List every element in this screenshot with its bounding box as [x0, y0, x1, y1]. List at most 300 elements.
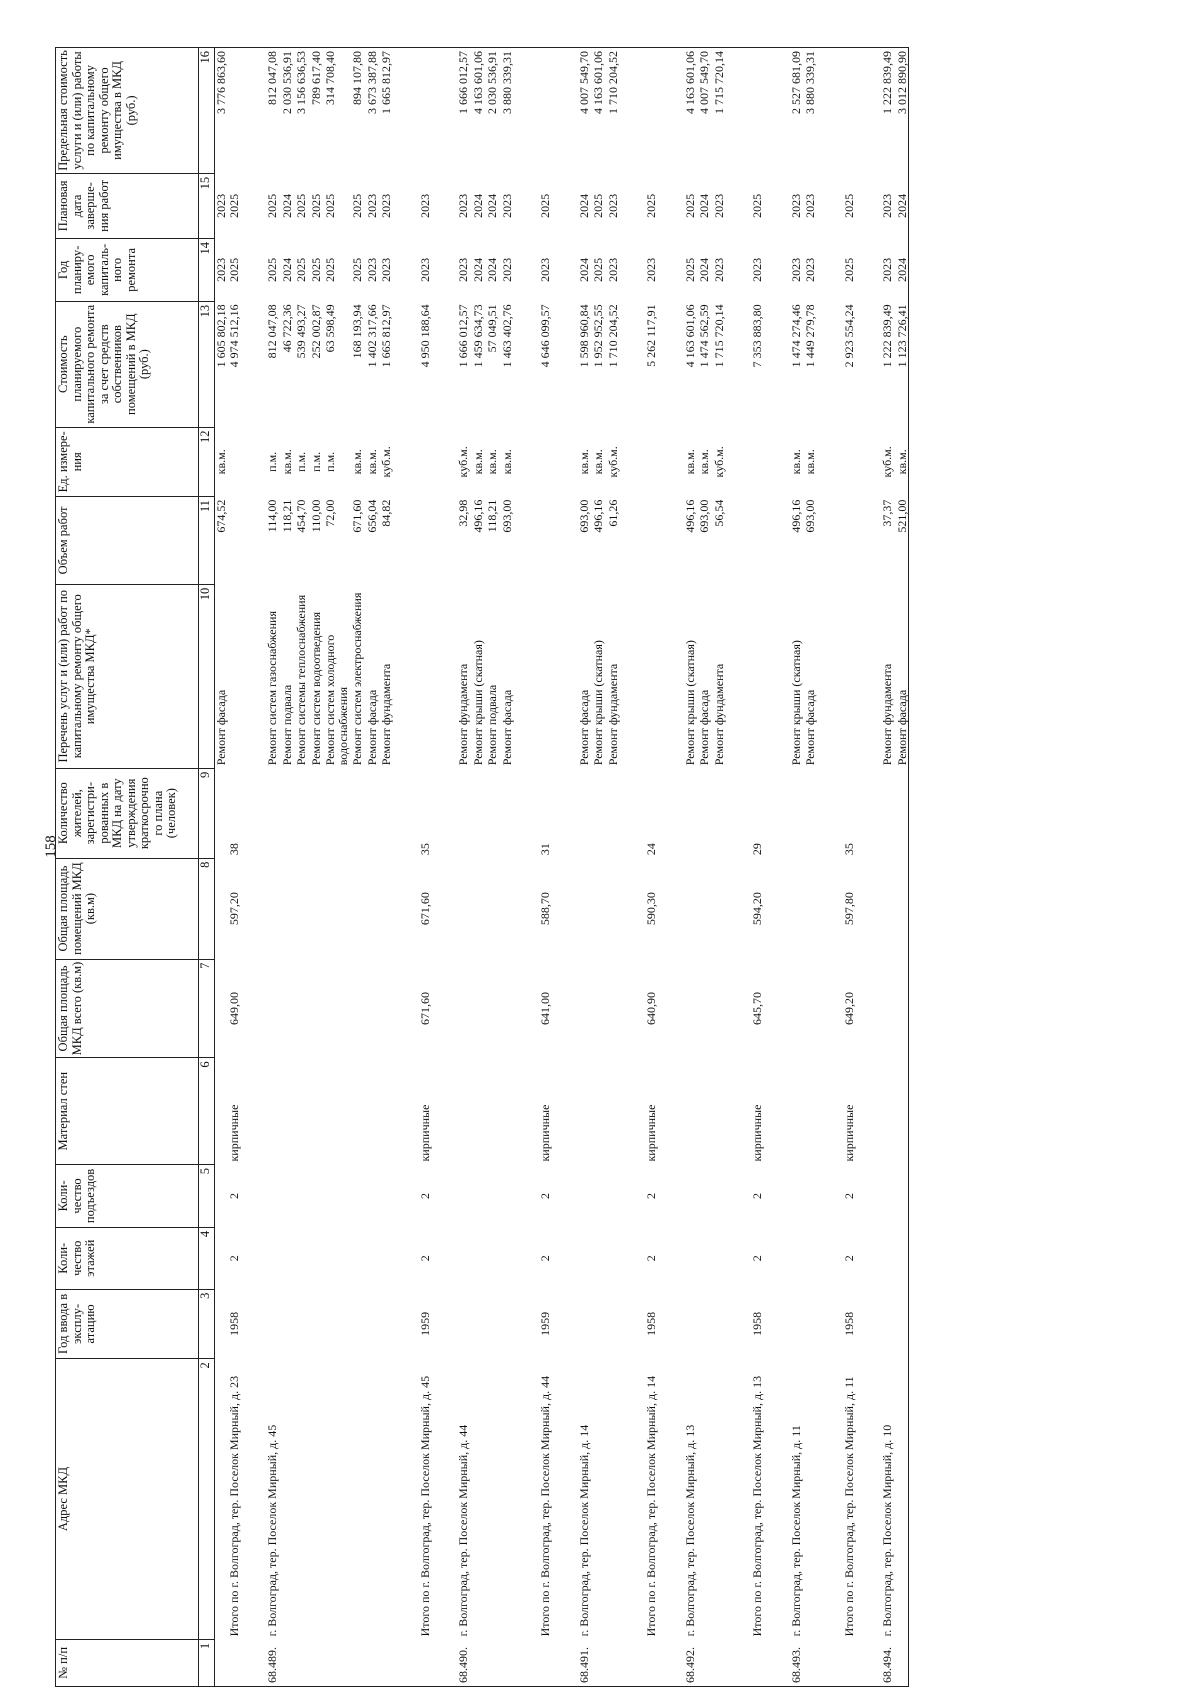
- cell-col-13: 1 666 012,57: [456, 304, 470, 368]
- cell-col-12: [725, 427, 764, 497]
- cell-col-8: [658, 858, 697, 959]
- cell-col-11: 521,00: [894, 497, 909, 585]
- cell-col-6: кирпичные: [226, 1104, 241, 1162]
- cell-col-7: [605, 959, 620, 1058]
- cell-col-3: [855, 1289, 894, 1359]
- cell-col-4: [696, 1227, 711, 1289]
- cell-col-15: 2023: [379, 193, 393, 218]
- cell-col-12: куб.м.: [711, 446, 726, 478]
- cell-col-5: [279, 1165, 294, 1228]
- cell-col-15: 2025: [323, 193, 337, 218]
- cell-col-2: [364, 1359, 379, 1640]
- cell-col-8: 671,60: [417, 892, 432, 926]
- table-row: [322, 48, 349, 1687]
- cell-col-13: 1 449 279,78: [803, 304, 817, 368]
- cell-col-9: [279, 768, 294, 858]
- cell-col-3: [431, 1289, 470, 1359]
- cell-col-13: 46 722,36: [279, 304, 294, 353]
- cell-col-6: [349, 1058, 364, 1165]
- cell-col-13: 1 710 204,52: [605, 304, 620, 368]
- column-header-5: Коли-чество подъездов: [56, 1165, 199, 1228]
- table-row: [378, 48, 393, 1687]
- cell-col-9: [322, 768, 349, 858]
- cell-col-6: [499, 1058, 514, 1165]
- cell-col-16: [393, 48, 432, 174]
- cell-col-9: [605, 768, 620, 858]
- cell-col-3: 1958: [841, 1311, 856, 1336]
- cell-col-4: [855, 1227, 894, 1289]
- cell-col-16: 4 163 601,06: [470, 48, 485, 174]
- cell-col-5: [349, 1165, 364, 1228]
- cell-col-13: 1 463 402,76: [499, 304, 514, 368]
- cell-col-7: [378, 959, 393, 1058]
- column-header-10: Перечень услуг и (или) работ по капитальному ремонту общего имущества МКД*: [56, 584, 199, 768]
- cell-col-10: Ремонт крыши (скатная): [788, 640, 803, 766]
- cell-col-3: [590, 1289, 605, 1359]
- cell-col-6: [764, 1058, 803, 1165]
- cell-col-3: 1958: [226, 1311, 241, 1336]
- column-number-13: 13: [199, 301, 215, 427]
- table-row: [802, 48, 817, 1687]
- cell-col-3: [696, 1289, 711, 1359]
- cell-col-11: 454,70: [294, 499, 308, 533]
- cell-col-12: кв.м.: [682, 449, 697, 475]
- cell-col-7: [470, 959, 485, 1058]
- cell-col-7: [696, 959, 711, 1058]
- cell-col-15: 2025: [294, 193, 308, 218]
- cell-col-4: [364, 1227, 379, 1289]
- cell-col-14: 2023: [499, 257, 514, 282]
- cell-col-12: кв.м.: [499, 449, 514, 475]
- cell-col-13: 1 222 839,49: [880, 304, 894, 368]
- cell-col-5: [431, 1165, 470, 1228]
- cell-col-15: 2023: [605, 193, 620, 218]
- cell-col-4: 2: [226, 1255, 241, 1262]
- total-row: [513, 48, 552, 1687]
- cell-col-4: [484, 1227, 499, 1289]
- cell-col-14: 2025: [350, 257, 364, 282]
- cell-col-8: [378, 858, 393, 959]
- cell-col-5: [658, 1165, 697, 1228]
- cell-col-3: [711, 1289, 726, 1359]
- cell-col-5: [894, 1165, 909, 1228]
- cell-col-7: 649,20: [841, 992, 856, 1025]
- cell-col-3: [802, 1289, 817, 1359]
- cell-col-12: кв.м.: [214, 449, 228, 475]
- cell-col-12: [619, 427, 658, 497]
- cell-col-3: 1959: [417, 1311, 432, 1336]
- column-number-16: 16: [199, 48, 215, 174]
- cell-col-14: 2025: [323, 257, 337, 282]
- cell-col-9: 31: [538, 843, 552, 856]
- cell-col-11: [513, 497, 552, 585]
- cell-col-7: [349, 959, 364, 1058]
- column-number-9: 9: [199, 768, 215, 858]
- cell-col-4: [499, 1227, 514, 1289]
- cell-col-7: [855, 959, 894, 1058]
- cell-col-4: 2: [417, 1255, 432, 1262]
- cell-col-8: [605, 858, 620, 959]
- table-row: [293, 48, 308, 1687]
- cell-col-4: [215, 1227, 228, 1289]
- cell-col-9: [802, 768, 817, 858]
- cell-col-7: [711, 959, 726, 1058]
- cell-col-6: кирпичные: [841, 1104, 856, 1162]
- cell-col-1: [619, 1639, 658, 1686]
- cell-col-12: [393, 427, 432, 497]
- cell-col-8: [499, 858, 514, 959]
- table-row: [552, 48, 591, 1687]
- cell-col-6: [470, 1058, 485, 1165]
- cell-col-2: г. Волгоград, тер. Поселок Мирный, д. 45: [265, 1424, 279, 1637]
- cell-col-7: [658, 959, 697, 1058]
- cell-col-15: 2024: [894, 173, 909, 238]
- cell-col-12: кв.м.: [485, 449, 499, 475]
- cell-col-15: 2024: [697, 193, 711, 218]
- cell-col-2: Итого по г. Волгоград, тер. Поселок Мирный, д. 45: [417, 1375, 432, 1637]
- cell-col-5: [802, 1165, 817, 1228]
- cell-col-10: Ремонт фундамента: [711, 663, 726, 766]
- column-number-14: 14: [199, 238, 215, 301]
- cell-col-1: 68.492.: [658, 1639, 697, 1686]
- cell-col-13: 1 605 802,18: [214, 304, 228, 368]
- cell-col-2: Итого по г. Волгоград, тер. Поселок Мирный, д. 23: [226, 1375, 241, 1637]
- table-row: [696, 48, 711, 1687]
- cell-col-4: [470, 1227, 485, 1289]
- cell-col-8: 590,30: [644, 892, 658, 926]
- cell-col-2: [215, 1359, 228, 1640]
- column-number-15: 15: [199, 173, 215, 238]
- total-row: [393, 48, 432, 1687]
- column-number-7: 7: [199, 959, 215, 1058]
- cell-col-1: [322, 1639, 349, 1686]
- cell-col-5: [590, 1165, 605, 1228]
- cell-col-6: [279, 1058, 294, 1165]
- cell-col-9: [431, 768, 470, 858]
- cell-col-10: Ремонт систем водоотведения: [308, 611, 323, 766]
- cell-col-8: 588,70: [538, 892, 552, 926]
- cell-col-14: 2024: [576, 257, 591, 282]
- cell-col-12: кв.м.: [788, 449, 803, 475]
- cell-col-3: 1958: [750, 1311, 764, 1336]
- column-header-6: Материал стен: [56, 1058, 199, 1165]
- cell-col-13: 1 474 562,59: [697, 304, 711, 368]
- cell-col-5: [293, 1165, 308, 1228]
- cell-col-13: 4 974 512,16: [226, 304, 241, 368]
- cell-col-1: 68.490.: [431, 1639, 470, 1686]
- cell-col-15: 2025: [682, 193, 697, 218]
- cell-col-13: 1 952 952,55: [591, 304, 605, 368]
- cell-col-5: [240, 1165, 279, 1228]
- cell-col-1: [349, 1639, 364, 1686]
- cell-col-9: 35: [841, 843, 856, 856]
- cell-col-4: [552, 1227, 591, 1289]
- cell-col-16: 4 007 549,70: [696, 48, 711, 174]
- cell-col-6: [240, 1058, 279, 1165]
- total-row: [228, 48, 241, 1687]
- cell-col-10: Ремонт фасада: [364, 689, 379, 766]
- cell-col-4: [802, 1227, 817, 1289]
- cell-col-11: 32,98: [456, 499, 470, 527]
- cell-col-1: [308, 1639, 323, 1686]
- cell-col-12: [513, 427, 552, 497]
- cell-col-14: 2023: [788, 257, 803, 282]
- cell-col-4: [605, 1227, 620, 1289]
- cell-col-12: кв.м.: [279, 449, 294, 475]
- capital-repair-table: [55, 47, 909, 1687]
- cell-col-12: п.м.: [308, 451, 323, 472]
- cell-col-13: 1 715 720,14: [711, 304, 726, 368]
- cell-col-14: 2025: [294, 257, 308, 282]
- cell-col-10: [513, 584, 552, 768]
- cell-col-1: [817, 1639, 856, 1686]
- cell-col-8: [308, 858, 323, 959]
- cell-col-12: п.м.: [294, 451, 308, 472]
- cell-col-9: [308, 768, 323, 858]
- cell-col-16: 1 222 839,49: [855, 48, 894, 174]
- cell-col-10: Ремонт систем газоснабжения: [265, 611, 279, 766]
- cell-col-5: [378, 1165, 393, 1228]
- cell-col-13: 812 047,08: [265, 304, 279, 359]
- cell-col-6: [378, 1058, 393, 1165]
- table-row: [605, 48, 620, 1687]
- cell-col-13: 5 262 117,91: [644, 304, 658, 367]
- cell-col-10: Ремонт фундамента: [880, 663, 894, 766]
- cell-col-12: п.м.: [323, 451, 337, 472]
- cell-col-1: [279, 1639, 294, 1686]
- cell-col-9: 38: [226, 843, 241, 856]
- cell-col-11: 693,00: [499, 499, 514, 533]
- cell-col-15: 2025: [308, 193, 323, 218]
- cell-col-14: 2025: [841, 257, 856, 282]
- table-row: [764, 48, 803, 1687]
- cell-col-4: [764, 1227, 803, 1289]
- cell-col-4: [894, 1227, 909, 1289]
- cell-col-3: [484, 1289, 499, 1359]
- cell-col-10: Ремонт фасада: [803, 689, 817, 766]
- cell-col-11: [817, 497, 856, 585]
- cell-col-8: [240, 858, 279, 959]
- cell-col-7: [484, 959, 499, 1058]
- cell-col-5: 2: [750, 1192, 764, 1199]
- cell-col-14: 2023: [456, 257, 470, 282]
- cell-col-8: 597,20: [226, 892, 241, 926]
- cell-col-4: [322, 1227, 349, 1289]
- cell-col-14: 2024: [279, 257, 294, 282]
- cell-col-2: [308, 1359, 323, 1640]
- cell-col-5: [499, 1165, 514, 1228]
- cell-col-8: [279, 858, 294, 959]
- cell-col-6: [215, 1058, 228, 1165]
- cell-col-12: [228, 427, 241, 497]
- cell-col-5: [764, 1165, 803, 1228]
- cell-col-11: 37,37: [880, 499, 894, 527]
- column-header-15: Плановая дата заверше-ния работ: [56, 173, 199, 238]
- cell-col-9: 24: [644, 843, 658, 856]
- cell-col-15: 2024: [485, 193, 499, 218]
- cell-col-9: [499, 768, 514, 858]
- cell-col-7: [308, 959, 323, 1058]
- table-row: [240, 48, 279, 1687]
- cell-col-1: [605, 1639, 620, 1686]
- cell-col-1: [499, 1639, 514, 1686]
- cell-col-14: 2023: [364, 257, 379, 282]
- column-header-3: Год ввода в эксплу-атацию: [56, 1289, 199, 1359]
- column-header-14: Год планиру-емого капиталь-ного ремонта: [56, 238, 199, 301]
- column-number-6: 6: [199, 1058, 215, 1165]
- cell-col-4: [431, 1227, 470, 1289]
- cell-col-7: [322, 959, 349, 1058]
- cell-col-13: 4 950 188,64: [417, 304, 432, 368]
- cell-col-9: [378, 768, 393, 858]
- column-number-12: 12: [199, 427, 215, 497]
- cell-col-9: [658, 768, 697, 858]
- cell-col-12: кв.м.: [350, 449, 364, 475]
- cell-col-9: [696, 768, 711, 858]
- cell-col-14: 2023: [538, 257, 552, 282]
- column-number-row: [199, 48, 215, 1687]
- cell-col-12: кв.м.: [576, 449, 591, 475]
- cell-col-10: Ремонт фасада: [499, 689, 514, 766]
- cell-col-10: Ремонт фундамента: [456, 663, 470, 766]
- cell-col-5: [470, 1165, 485, 1228]
- cell-col-11: 656,04: [364, 499, 379, 533]
- cell-col-8: [364, 858, 379, 959]
- cell-col-13: 1 598 960,84: [576, 304, 591, 368]
- cell-col-2: [894, 1359, 909, 1640]
- cell-col-16: 4 007 549,70: [552, 48, 591, 174]
- cell-col-16: 4 163 601,06: [658, 48, 697, 174]
- cell-col-16: 1 710 204,52: [605, 48, 620, 174]
- cell-col-15: 2023: [788, 193, 803, 218]
- cell-col-14: 2024: [697, 257, 711, 282]
- cell-col-7: [552, 959, 591, 1058]
- cell-col-10: Ремонт фасада: [214, 689, 228, 766]
- cell-col-7: 671,60: [417, 992, 432, 1025]
- cell-col-2: [322, 1359, 349, 1640]
- cell-col-14: 2025: [682, 257, 697, 282]
- cell-col-11: 496,16: [788, 499, 803, 533]
- cell-col-1: 68.493.: [764, 1639, 803, 1686]
- cell-col-11: 118,21: [485, 499, 499, 533]
- cell-col-1: [711, 1639, 726, 1686]
- cell-col-9: 35: [417, 843, 432, 856]
- cell-col-9: [552, 768, 591, 858]
- cell-col-10: Ремонт системы теплоснабжения: [294, 594, 308, 766]
- cell-col-5: [711, 1165, 726, 1228]
- cell-col-16: 1 715 720,14: [711, 48, 726, 174]
- cell-col-14: 2023: [803, 257, 817, 282]
- cell-col-3: [215, 1289, 228, 1359]
- cell-col-16: 1 665 812,97: [378, 48, 393, 174]
- cell-col-1: [215, 1639, 228, 1686]
- cell-col-9: [855, 768, 894, 858]
- cell-col-9: [240, 768, 279, 858]
- cell-col-2: [293, 1359, 308, 1640]
- cell-col-2: [711, 1359, 726, 1640]
- cell-col-7: [215, 959, 228, 1058]
- cell-col-15: 2025: [750, 193, 764, 218]
- cell-col-5: 2: [644, 1192, 658, 1199]
- cell-col-1: [894, 1639, 909, 1686]
- cell-col-6: кирпичные: [750, 1104, 764, 1162]
- cell-col-5: [605, 1165, 620, 1228]
- column-header-2: Адрес МКД: [56, 1359, 199, 1640]
- cell-col-8: [855, 858, 894, 959]
- cell-col-9: [470, 768, 485, 858]
- cell-col-6: [605, 1058, 620, 1165]
- cell-col-2: г. Волгоград, тер. Поселок Мирный, д. 13: [682, 1424, 697, 1637]
- cell-col-8: [764, 858, 803, 959]
- column-header-7: Общая площадь МКД всего (кв.м): [56, 959, 199, 1058]
- cell-col-5: [552, 1165, 591, 1228]
- cell-col-2: [349, 1359, 364, 1640]
- cell-col-1: [364, 1639, 379, 1686]
- cell-col-8: [215, 858, 228, 959]
- cell-col-3: [764, 1289, 803, 1359]
- cell-col-4: 2: [750, 1255, 764, 1262]
- cell-col-9: [894, 768, 909, 858]
- cell-col-7: [499, 959, 514, 1058]
- cell-col-11: 693,00: [803, 499, 817, 533]
- cell-col-15: 2023: [456, 193, 470, 218]
- table-row: [308, 48, 323, 1687]
- cell-col-10: [817, 584, 856, 768]
- rotated-page: [55, 47, 1155, 1687]
- cell-col-1: [802, 1639, 817, 1686]
- cell-col-4: [279, 1227, 294, 1289]
- cell-col-15: 2025: [644, 193, 658, 218]
- cell-col-13: 2 923 554,24: [841, 304, 856, 368]
- cell-col-15: 2023: [880, 193, 894, 218]
- total-row: [817, 48, 856, 1687]
- cell-col-16: [817, 48, 856, 174]
- column-header-1: № п/п: [56, 1639, 199, 1686]
- cell-col-5: [696, 1165, 711, 1228]
- cell-col-6: [322, 1058, 349, 1165]
- cell-col-6: кирпичные: [538, 1104, 552, 1162]
- table-row: [349, 48, 364, 1687]
- cell-col-12: куб.м.: [605, 446, 620, 478]
- cell-col-16: 2 030 536,91: [279, 48, 294, 174]
- cell-col-10: [725, 584, 764, 768]
- cell-col-9: [484, 768, 499, 858]
- cell-col-7: 640,90: [644, 992, 658, 1025]
- cell-col-15: 2023: [364, 193, 379, 218]
- cell-col-2: г. Волгоград, тер. Поселок Мирный, д. 14: [576, 1424, 591, 1637]
- cell-col-8: [802, 858, 817, 959]
- cell-col-1: [696, 1639, 711, 1686]
- table-row: [855, 48, 894, 1687]
- cell-col-13: 57 049,51: [485, 304, 499, 353]
- cell-col-1: [293, 1639, 308, 1686]
- cell-col-2: Итого по г. Волгоград, тер. Поселок Мирный, д. 44: [538, 1375, 552, 1637]
- cell-col-11: [393, 497, 432, 585]
- cell-col-12: [817, 427, 856, 497]
- cell-col-2: Итого по г. Волгоград, тер. Поселок Мирный, д. 14: [644, 1375, 658, 1637]
- cell-col-10: [228, 584, 241, 768]
- cell-col-11: 496,16: [470, 499, 485, 533]
- cell-col-1: [513, 1639, 552, 1686]
- cell-col-4: [378, 1227, 393, 1289]
- cell-col-3: 1959: [538, 1311, 552, 1336]
- cell-col-14: 2023: [880, 257, 894, 282]
- cell-col-12: кв.м.: [697, 449, 711, 475]
- table-row: [499, 48, 514, 1687]
- cell-col-12: куб.м.: [379, 446, 393, 478]
- cell-col-10: Ремонт фундамента: [605, 663, 620, 766]
- cell-col-6: [658, 1058, 697, 1165]
